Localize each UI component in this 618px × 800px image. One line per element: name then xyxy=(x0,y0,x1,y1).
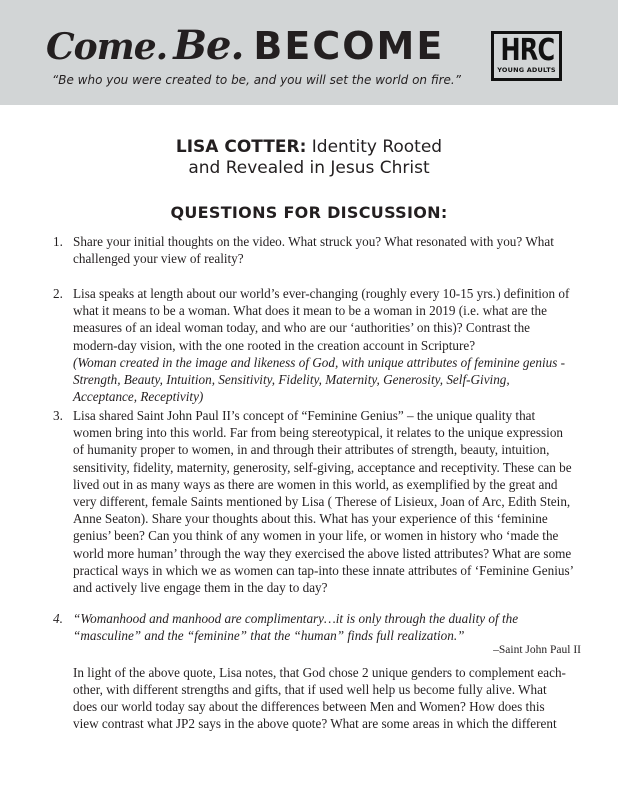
brand-script-be: Be. xyxy=(173,22,244,69)
question-number: 3. xyxy=(53,408,63,423)
question-quote: “Womanhood and manhood are complimentary…it is only through the duality of the “masculine” and the “feminine” that the “human” finds full realization.” xyxy=(73,611,519,644)
question-1 xyxy=(53,233,573,267)
question-number: 2. xyxy=(53,286,63,301)
title-line2: and Revealed in Jesus Christ xyxy=(188,158,430,178)
question-note: (Woman created in the image and likeness of God, with unique attributes of feminine genius - Strength, Beauty, Intuition, Sensitivity, Fidelity, Maternity, Generosity, Self-Giving, Acceptance, Receptivity) xyxy=(73,354,566,405)
page-title xyxy=(0,137,618,179)
section-heading: QUESTIONS FOR DISCUSSION: xyxy=(170,203,448,222)
header-banner xyxy=(0,0,618,105)
brand-wordmark xyxy=(46,22,445,69)
question-text: In light of the above quote, Lisa notes, that God chose 2 unique genders to complement each-other, with different strengths and gifts, that if used well help us become fully alive. What does our world today say about the differences between Men and Women? How does this view contrast what JP2 says in the above quote? What are some areas in which the different xyxy=(73,664,566,732)
brand-script-come: Come. xyxy=(46,26,168,68)
question-text: Lisa shared Saint John Paul II’s concept of “Feminine Genius” – the unique quality that women bring into this world. Far from being stereotypical, it relates to the unique expression of humanity proper to women, in and through their attributes of strength, beauty, intuition, sensitivity, fidelity, maternity, generosity, self-giving, acceptance and receptivity. These can be lived out in as many ways as there are women in this world, as exemplified by the great and very different, female Saints mentioned by Lisa ( Therese of Lisieux, Joan of Arc, Edith Stein, Anne Seaton). Share your thoughts about this. What has your experience of this ‘feminine genius’ been? Can you think of any women in your life, or women in history who ‘made the world more human’ through the way they exercised the above listed attributes? What are some practical ways in which we as women can tap-into these innate attributes of ‘Feminine Genius’ and actively live engage them in the day to day? xyxy=(73,408,573,596)
tagline: “Be who you were created to be, and you will set the world on fire.” xyxy=(52,73,461,87)
hrc-logo xyxy=(491,31,562,81)
logo-main-text: HRC xyxy=(500,33,555,68)
question-3 xyxy=(53,407,573,596)
speaker-name: LISA COTTER: xyxy=(175,137,307,157)
quote-attribution: –Saint John Paul II xyxy=(493,644,581,657)
brand-become: BECOME xyxy=(253,24,445,68)
question-number: 1. xyxy=(53,234,63,249)
question-text: Share your initial thoughts on the video. What struck you? What resonated with you? What challenged your view of reality? xyxy=(73,234,554,267)
question-number: 4. xyxy=(53,611,63,626)
logo-sub-text: YOUNG ADULTS xyxy=(497,66,556,74)
question-2 xyxy=(53,285,573,405)
question-text: Lisa speaks at length about our world’s ever-changing (roughly every 10-15 yrs.) definition of what it means to be a woman. What does it mean to be a woman in 2019 (i.e. what are the measures of an ideal woman today, and who are our ‘authorities’ on this)? Contrast the modern-day vision, with the one rooted in the creation account in Scripture? xyxy=(73,286,570,353)
question-4 xyxy=(53,610,581,732)
title-line1: Identity Rooted xyxy=(306,137,443,157)
